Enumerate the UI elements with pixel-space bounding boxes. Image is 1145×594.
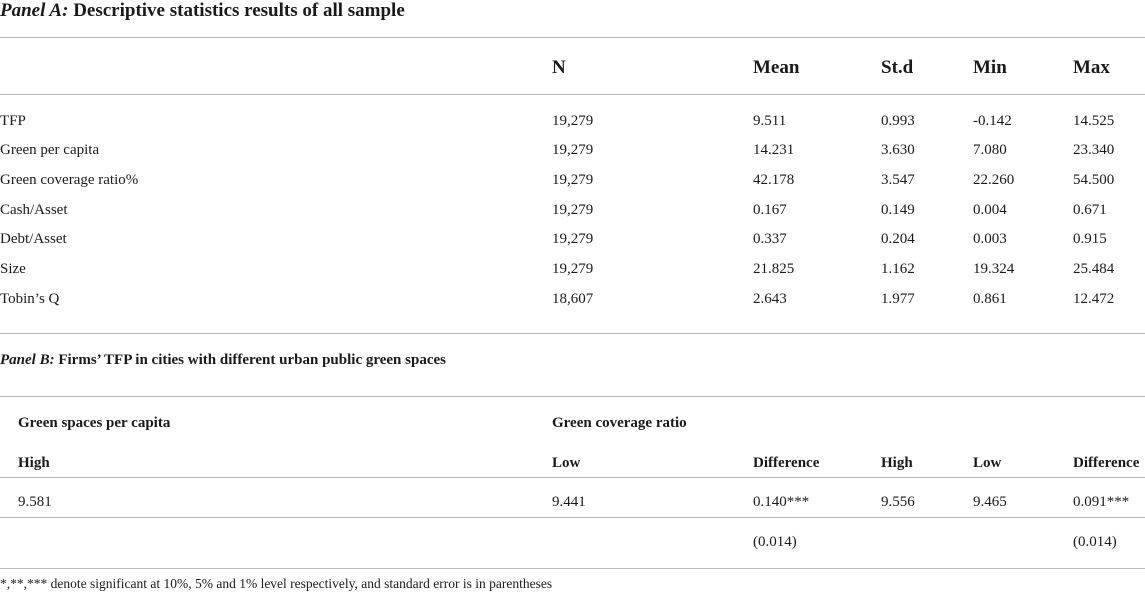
- col-header-std: St.d: [881, 57, 914, 78]
- table-cell: 2.643: [753, 291, 787, 307]
- table-cell: 21.825: [753, 261, 795, 277]
- table-cell: 9.441: [552, 494, 586, 510]
- subheader-difference-1: Difference: [753, 455, 820, 471]
- panel-b-header-rule: [0, 477, 1145, 478]
- table-cell: 0.671: [1073, 202, 1107, 218]
- table-cell: 19,279: [552, 261, 594, 277]
- footnote: *,**,*** denote significant at 10%, 5% and 1% level respectively, and standard error is in parentheses: [0, 576, 553, 591]
- panel-b-title: [0, 352, 446, 369]
- table-cell: 19,279: [552, 202, 594, 218]
- table-cell: 0.993: [881, 113, 915, 129]
- panel-a-bottom-rule: [0, 333, 1145, 334]
- table-cell: 22.260: [973, 172, 1015, 188]
- table-cell: 1.977: [881, 291, 915, 307]
- table-cell: 0.149: [881, 202, 915, 218]
- table-row-label: Tobin’s Q: [0, 291, 60, 307]
- table-cell: 18,607: [552, 291, 594, 307]
- panel-b-bottom-rule: [0, 568, 1145, 569]
- table-cell: 0.337: [753, 231, 787, 247]
- panel-b-label: Panel B:: [0, 352, 55, 368]
- table-row-label: Green coverage ratio%: [0, 172, 139, 188]
- table-cell: 9.581: [18, 494, 52, 510]
- table-cell: 14.231: [753, 142, 795, 158]
- table-cell: 42.178: [753, 172, 795, 188]
- table-cell-se: (0.014): [1073, 534, 1117, 550]
- panel-b-top-rule: [0, 396, 1145, 397]
- table-cell: 3.630: [881, 142, 915, 158]
- table-row-label: Debt/Asset: [0, 231, 67, 247]
- table-cell: 0.003: [973, 231, 1007, 247]
- table-cell: 7.080: [973, 142, 1007, 158]
- table-cell: 23.340: [1073, 142, 1115, 158]
- table-cell: 0.167: [753, 202, 787, 218]
- col-header-max: Max: [1073, 57, 1110, 78]
- table-cell: 19.324: [973, 261, 1015, 277]
- table-row-label: Cash/Asset: [0, 202, 68, 218]
- table-cell: 0.091***: [1073, 494, 1130, 510]
- table-cell: 54.500: [1073, 172, 1115, 188]
- table-cell: 1.162: [881, 261, 915, 277]
- table-cell: 9.465: [973, 494, 1007, 510]
- table-cell: 14.525: [1073, 113, 1115, 129]
- panel-b-title-text: Firms’ TFP in cities with different urban public green spaces: [58, 352, 446, 368]
- panel-a-title: [0, 0, 405, 22]
- table-cell: 9.511: [753, 113, 787, 129]
- table-cell: 19,279: [552, 113, 594, 129]
- subheader-high-1: High: [18, 455, 50, 471]
- table-cell: 0.004: [973, 202, 1007, 218]
- table-cell: 19,279: [552, 142, 594, 158]
- panel-a-title-text: Descriptive statistics results of all sample: [73, 0, 405, 21]
- panel-a-header-rule: [0, 94, 1145, 95]
- group-header-green-per-capita: Green spaces per capita: [18, 415, 171, 431]
- panel-b-values-rule: [0, 517, 1145, 518]
- table-cell: 9.556: [881, 494, 915, 510]
- subheader-low-2: Low: [973, 455, 1002, 471]
- col-header-min: Min: [973, 57, 1007, 78]
- subheader-difference-2: Difference: [1073, 455, 1140, 471]
- subheader-low-1: Low: [552, 455, 581, 471]
- table-cell: 0.204: [881, 231, 915, 247]
- table-cell-se: (0.014): [753, 534, 797, 550]
- table-cell: 19,279: [552, 172, 594, 188]
- panel-a-top-rule: [0, 37, 1145, 38]
- col-header-n: N: [552, 57, 566, 78]
- table-row-label: Size: [0, 261, 26, 277]
- table-row-label: TFP: [0, 113, 26, 129]
- table-cell: 3.547: [881, 172, 915, 188]
- panel-a-label: Panel A:: [0, 0, 69, 21]
- table-cell: -0.142: [973, 113, 1012, 129]
- table-row-label: Green per capita: [0, 142, 100, 158]
- group-header-green-coverage: Green coverage ratio: [552, 415, 687, 431]
- table-cell: 0.140***: [753, 494, 810, 510]
- table-cell: 12.472: [1073, 291, 1115, 307]
- table-cell: 25.484: [1073, 261, 1115, 277]
- col-header-mean: Mean: [753, 57, 800, 78]
- subheader-high-2: High: [881, 455, 913, 471]
- table-cell: 19,279: [552, 231, 594, 247]
- table-cell: 0.861: [973, 291, 1007, 307]
- table-cell: 0.915: [1073, 231, 1107, 247]
